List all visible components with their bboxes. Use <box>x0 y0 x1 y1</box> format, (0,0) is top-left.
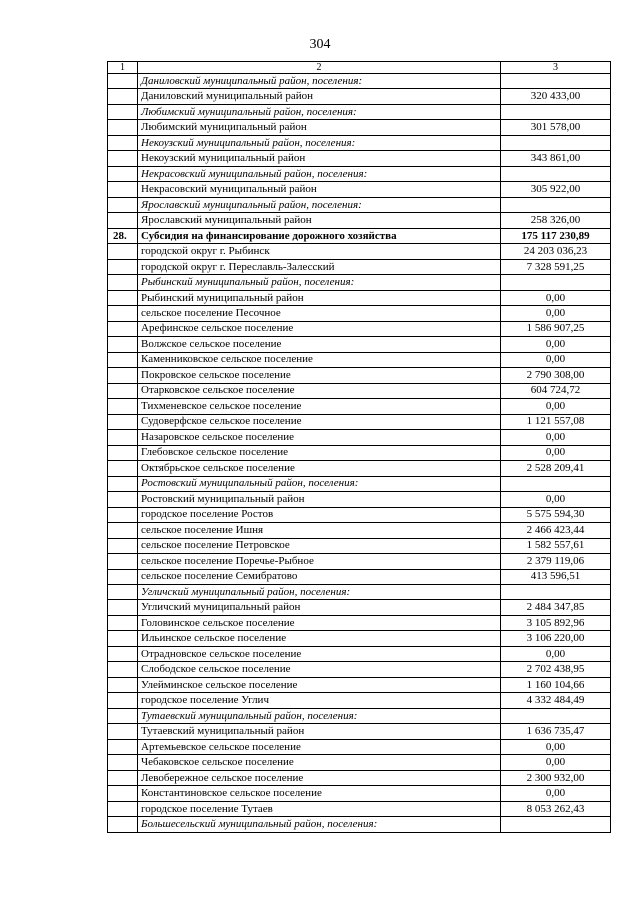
column-number-2: 2 <box>138 62 501 74</box>
recipient-name-cell: Головинское сельское поселение <box>138 615 501 630</box>
section-header-row <box>108 166 611 181</box>
table-row <box>108 244 611 259</box>
row-number-cell <box>108 801 138 816</box>
row-number-cell <box>108 817 138 832</box>
amount-cell <box>501 104 611 119</box>
row-number-cell <box>108 693 138 708</box>
table-row <box>108 151 611 166</box>
row-number-cell <box>108 569 138 584</box>
recipient-name-cell: Левобережное сельское поселение <box>138 770 501 785</box>
table-row <box>108 631 611 646</box>
row-number-cell <box>108 275 138 290</box>
recipient-name-cell: Улейминское сельское поселение <box>138 677 501 692</box>
table-row <box>108 259 611 274</box>
amount-cell: 2 466 423,44 <box>501 523 611 538</box>
table-row <box>108 770 611 785</box>
row-number-cell <box>108 383 138 398</box>
recipient-name-cell: Ярославский муниципальный район, поселения: <box>138 197 501 212</box>
amount-cell: 1 121 557,08 <box>501 414 611 429</box>
amount-cell: 5 575 594,30 <box>501 507 611 522</box>
recipient-name-cell: городское поселение Ростов <box>138 507 501 522</box>
recipient-name-cell: Октябрьское сельское поселение <box>138 461 501 476</box>
table-row <box>108 337 611 352</box>
row-number-cell <box>108 151 138 166</box>
table-row <box>108 213 611 228</box>
table-row <box>108 662 611 677</box>
recipient-name-cell: Покровское сельское поселение <box>138 368 501 383</box>
row-number-cell <box>108 523 138 538</box>
row-number-cell <box>108 321 138 336</box>
row-number-cell <box>108 631 138 646</box>
table-row <box>108 352 611 367</box>
table-row <box>108 538 611 553</box>
table-row <box>108 321 611 336</box>
amount-cell: 24 203 036,23 <box>501 244 611 259</box>
table-row <box>108 739 611 754</box>
row-number-cell <box>108 259 138 274</box>
row-number-cell <box>108 538 138 553</box>
row-number-cell <box>108 584 138 599</box>
row-number-cell <box>108 554 138 569</box>
row-number-cell <box>108 615 138 630</box>
amount-cell: 604 724,72 <box>501 383 611 398</box>
recipient-name-cell: Ростовский муниципальный район, поселения: <box>138 476 501 491</box>
row-number-cell <box>108 414 138 429</box>
amount-cell: 175 117 230,89 <box>501 228 611 243</box>
recipient-name-cell: Арефинское сельское поселение <box>138 321 501 336</box>
table-row <box>108 461 611 476</box>
recipient-name-cell: сельское поселение Петровское <box>138 538 501 553</box>
row-number-cell <box>108 476 138 491</box>
amount-cell: 0,00 <box>501 445 611 460</box>
table-row <box>108 554 611 569</box>
table-row <box>108 120 611 135</box>
row-number-cell <box>108 74 138 89</box>
row-number-cell <box>108 182 138 197</box>
amount-cell <box>501 476 611 491</box>
table-row <box>108 786 611 801</box>
row-number-cell <box>108 708 138 723</box>
row-number-cell <box>108 120 138 135</box>
row-number-cell <box>108 306 138 321</box>
recipient-name-cell: сельское поселение Песочное <box>138 306 501 321</box>
table-row <box>108 600 611 615</box>
recipient-name-cell: городской округ г. Переславль-Залесский <box>138 259 501 274</box>
amount-cell: 8 053 262,43 <box>501 801 611 816</box>
amount-cell: 0,00 <box>501 492 611 507</box>
column-number-row <box>108 62 611 74</box>
column-number-3: 3 <box>501 62 611 74</box>
table-row <box>108 646 611 661</box>
row-number-cell <box>108 89 138 104</box>
amount-cell: 2 300 932,00 <box>501 770 611 785</box>
table-row <box>108 414 611 429</box>
recipient-name-cell: Ильинское сельское поселение <box>138 631 501 646</box>
recipient-name-cell: городское поселение Углич <box>138 693 501 708</box>
amount-cell: 0,00 <box>501 430 611 445</box>
amount-cell: 1 160 104,66 <box>501 677 611 692</box>
row-number-cell <box>108 197 138 212</box>
recipient-name-cell: Отрадновское сельское поселение <box>138 646 501 661</box>
section-header-row <box>108 104 611 119</box>
row-number-cell <box>108 290 138 305</box>
section-header-row <box>108 476 611 491</box>
budget-table <box>107 61 611 833</box>
amount-cell: 2 528 209,41 <box>501 461 611 476</box>
amount-cell: 0,00 <box>501 786 611 801</box>
amount-cell: 0,00 <box>501 755 611 770</box>
amount-cell: 4 332 484,49 <box>501 693 611 708</box>
recipient-name-cell: Угличский муниципальный район <box>138 600 501 615</box>
amount-cell: 0,00 <box>501 739 611 754</box>
recipient-name-cell: Любимский муниципальный район <box>138 120 501 135</box>
table-row <box>108 89 611 104</box>
row-number-cell <box>108 492 138 507</box>
table-row <box>108 399 611 414</box>
section-header-row <box>108 708 611 723</box>
amount-cell: 301 578,00 <box>501 120 611 135</box>
amount-cell: 1 586 907,25 <box>501 321 611 336</box>
section-header-row <box>108 135 611 150</box>
recipient-name-cell: Назаровское сельское поселение <box>138 430 501 445</box>
section-header-row <box>108 584 611 599</box>
recipient-name-cell: Даниловский муниципальный район <box>138 89 501 104</box>
recipient-name-cell: Любимский муниципальный район, поселения: <box>138 104 501 119</box>
recipient-name-cell: Тутаевский муниципальный район <box>138 724 501 739</box>
row-number-cell <box>108 430 138 445</box>
recipient-name-cell: Некрасовский муниципальный район, поселения: <box>138 166 501 181</box>
table-row <box>108 615 611 630</box>
table-row <box>108 523 611 538</box>
amount-cell <box>501 275 611 290</box>
amount-cell: 343 861,00 <box>501 151 611 166</box>
amount-cell: 0,00 <box>501 352 611 367</box>
section-header-row <box>108 197 611 212</box>
row-number-cell <box>108 507 138 522</box>
row-number-cell <box>108 399 138 414</box>
recipient-name-cell: Субсидия на финансирование дорожного хозяйства <box>138 228 501 243</box>
recipient-name-cell: Тихменевское сельское поселение <box>138 399 501 414</box>
recipient-name-cell: Некрасовский муниципальный район <box>138 182 501 197</box>
row-number-cell <box>108 461 138 476</box>
row-number-cell <box>108 368 138 383</box>
row-number-cell <box>108 445 138 460</box>
recipient-name-cell: Рыбинский муниципальный район <box>138 290 501 305</box>
table-row <box>108 492 611 507</box>
recipient-name-cell: Волжское сельское поселение <box>138 337 501 352</box>
amount-cell: 1 636 735,47 <box>501 724 611 739</box>
amount-cell: 258 326,00 <box>501 213 611 228</box>
recipient-name-cell: Константиновское сельское поселение <box>138 786 501 801</box>
recipient-name-cell: Тутаевский муниципальный район, поселения: <box>138 708 501 723</box>
amount-cell: 320 433,00 <box>501 89 611 104</box>
recipient-name-cell: Ярославский муниципальный район <box>138 213 501 228</box>
row-number-cell: 28. <box>108 228 138 243</box>
amount-cell <box>501 817 611 832</box>
recipient-name-cell: Рыбинский муниципальный район, поселения: <box>138 275 501 290</box>
amount-cell: 0,00 <box>501 399 611 414</box>
amount-cell: 0,00 <box>501 337 611 352</box>
amount-cell: 305 922,00 <box>501 182 611 197</box>
table-row <box>108 306 611 321</box>
row-number-cell <box>108 786 138 801</box>
recipient-name-cell: Некоузский муниципальный район <box>138 151 501 166</box>
row-number-cell <box>108 104 138 119</box>
recipient-name-cell: Артемьевское сельское поселение <box>138 739 501 754</box>
recipient-name-cell: Отарковское сельское поселение <box>138 383 501 398</box>
recipient-name-cell: Слободское сельское поселение <box>138 662 501 677</box>
row-number-cell <box>108 724 138 739</box>
table-row <box>108 290 611 305</box>
row-number-cell <box>108 646 138 661</box>
recipient-name-cell: сельское поселение Ишня <box>138 523 501 538</box>
section-header-row <box>108 275 611 290</box>
recipient-name-cell: Судоверфское сельское поселение <box>138 414 501 429</box>
table-row <box>108 430 611 445</box>
recipient-name-cell: Глебовское сельское поселение <box>138 445 501 460</box>
column-number-1: 1 <box>108 62 138 74</box>
recipient-name-cell: Некоузский муниципальный район, поселения: <box>138 135 501 150</box>
recipient-name-cell: Каменниковское сельское поселение <box>138 352 501 367</box>
row-number-cell <box>108 739 138 754</box>
recipient-name-cell: Даниловский муниципальный район, поселения: <box>138 74 501 89</box>
row-number-cell <box>108 135 138 150</box>
amount-cell: 7 328 591,25 <box>501 259 611 274</box>
amount-cell: 0,00 <box>501 306 611 321</box>
table-row <box>108 383 611 398</box>
section-header-row <box>108 74 611 89</box>
amount-cell: 3 106 220,00 <box>501 631 611 646</box>
table-row <box>108 507 611 522</box>
amount-cell: 2 790 308,00 <box>501 368 611 383</box>
table-row <box>108 569 611 584</box>
amount-cell <box>501 584 611 599</box>
table-row <box>108 368 611 383</box>
page-number: 304 <box>309 37 331 52</box>
table-row <box>108 801 611 816</box>
amount-cell: 2 484 347,85 <box>501 600 611 615</box>
amount-cell <box>501 135 611 150</box>
amount-cell: 1 582 557,61 <box>501 538 611 553</box>
recipient-name-cell: Большесельский муниципальный район, поселения: <box>138 817 501 832</box>
recipient-name-cell: городское поселение Тутаев <box>138 801 501 816</box>
recipient-name-cell: Ростовский муниципальный район <box>138 492 501 507</box>
table-row <box>108 724 611 739</box>
table-row <box>108 677 611 692</box>
row-number-cell <box>108 337 138 352</box>
section-header-row <box>108 817 611 832</box>
amount-cell: 413 596,51 <box>501 569 611 584</box>
recipient-name-cell: сельское поселение Семибратово <box>138 569 501 584</box>
table-row <box>108 755 611 770</box>
amount-cell: 3 105 892,96 <box>501 615 611 630</box>
table-row <box>108 693 611 708</box>
recipient-name-cell: сельское поселение Поречье-Рыбное <box>138 554 501 569</box>
amount-cell <box>501 166 611 181</box>
row-number-cell <box>108 677 138 692</box>
table-body <box>108 62 611 833</box>
amount-cell <box>501 74 611 89</box>
row-number-cell <box>108 213 138 228</box>
amount-cell <box>501 197 611 212</box>
row-number-cell <box>108 662 138 677</box>
amount-cell: 0,00 <box>501 646 611 661</box>
row-number-cell <box>108 244 138 259</box>
table-row <box>108 182 611 197</box>
amount-cell: 2 702 438,95 <box>501 662 611 677</box>
row-number-cell <box>108 770 138 785</box>
row-number-cell <box>108 755 138 770</box>
amount-cell: 0,00 <box>501 290 611 305</box>
amount-cell <box>501 708 611 723</box>
row-number-cell <box>108 352 138 367</box>
row-number-cell <box>108 600 138 615</box>
amount-cell: 2 379 119,06 <box>501 554 611 569</box>
recipient-name-cell: городской округ г. Рыбинск <box>138 244 501 259</box>
recipient-name-cell: Чебаковское сельское поселение <box>138 755 501 770</box>
row-number-cell <box>108 166 138 181</box>
table-row <box>108 228 611 243</box>
table-row <box>108 445 611 460</box>
recipient-name-cell: Угличский муниципальный район, поселения: <box>138 584 501 599</box>
